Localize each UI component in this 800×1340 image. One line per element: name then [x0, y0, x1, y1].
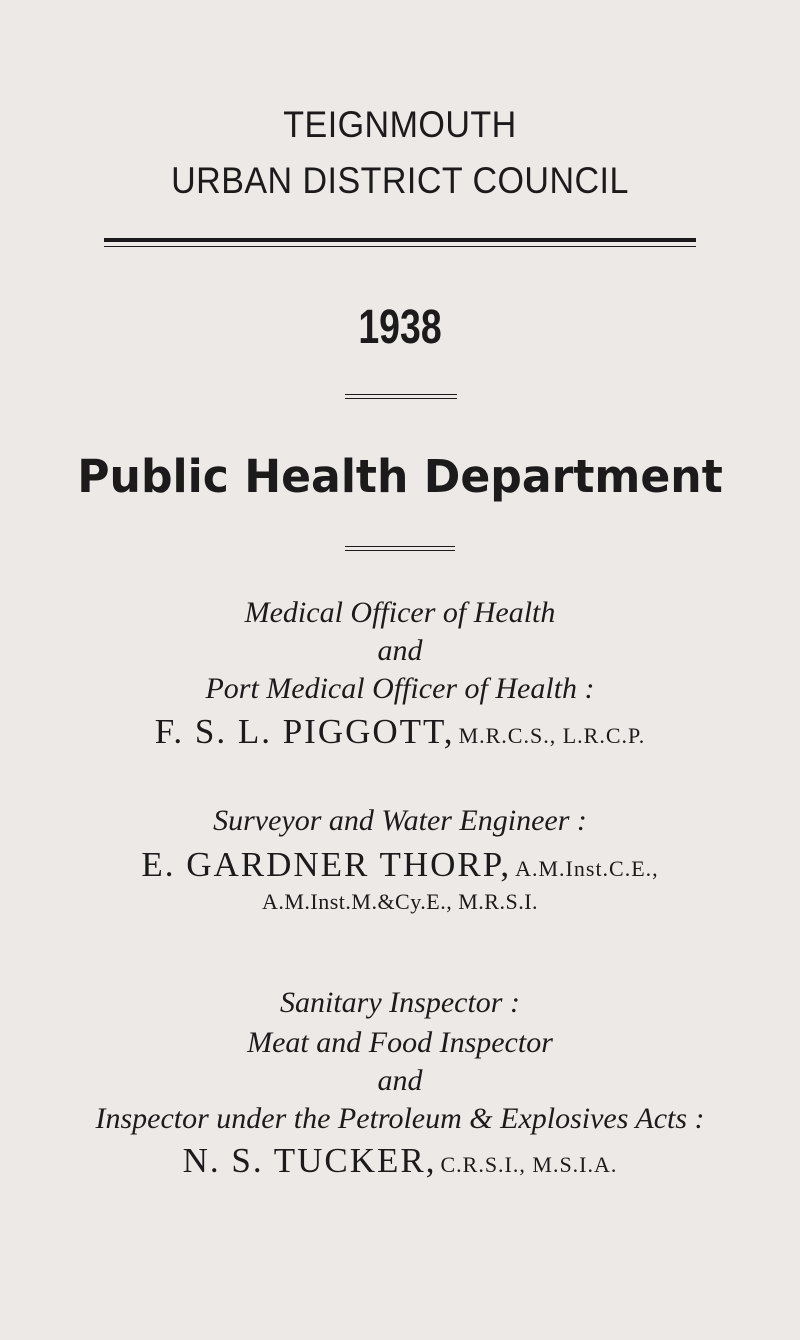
sanitary-connector: and [377, 1064, 423, 1097]
medical-officer-name: F. S. L. PIGGOTT, [154, 712, 455, 751]
year-rule-bottom [345, 398, 457, 399]
surveyor-name: E. GARDNER THORP, [141, 845, 512, 884]
dept-rule-bottom [345, 550, 455, 551]
header-rule-heavy [104, 238, 696, 242]
sanitary-role-2: Meat and Food Inspector [247, 1026, 553, 1059]
dept-rule-top [345, 546, 455, 547]
medical-connector: and [377, 634, 423, 667]
sanitary-inspector-quals: C.R.S.I., M.S.I.A. [440, 1152, 618, 1177]
medical-role-1: Medical Officer of Health [244, 596, 556, 629]
header-rule-thin [104, 246, 696, 247]
medical-role-2: Port Medical Officer of Health : [205, 672, 595, 705]
medical-officer-line [0, 712, 800, 752]
surveyor-line [0, 845, 800, 885]
report-year: 1938 [358, 301, 442, 354]
surveyor-quals-2: A.M.Inst.M.&Cy.E., M.R.S.I. [261, 889, 539, 914]
sanitary-role-1: Sanitary Inspector : [280, 986, 520, 1019]
sanitary-role-3: Inspector under the Petroleum & Explosives Acts : [95, 1102, 705, 1135]
department-title: Public Health Department [77, 450, 723, 503]
medical-officer-quals: M.R.C.S., L.R.C.P. [458, 723, 646, 748]
council-name: URBAN DISTRICT COUNCIL [171, 160, 629, 201]
surveyor-quals-1: A.M.Inst.C.E., [515, 856, 659, 881]
council-town: TEIGNMOUTH [283, 104, 517, 145]
sanitary-inspector-line [0, 1141, 800, 1181]
year-rule-top [345, 394, 457, 395]
surveyor-role: Surveyor and Water Engineer : [213, 804, 587, 837]
sanitary-inspector-name: N. S. TUCKER, [182, 1141, 437, 1180]
